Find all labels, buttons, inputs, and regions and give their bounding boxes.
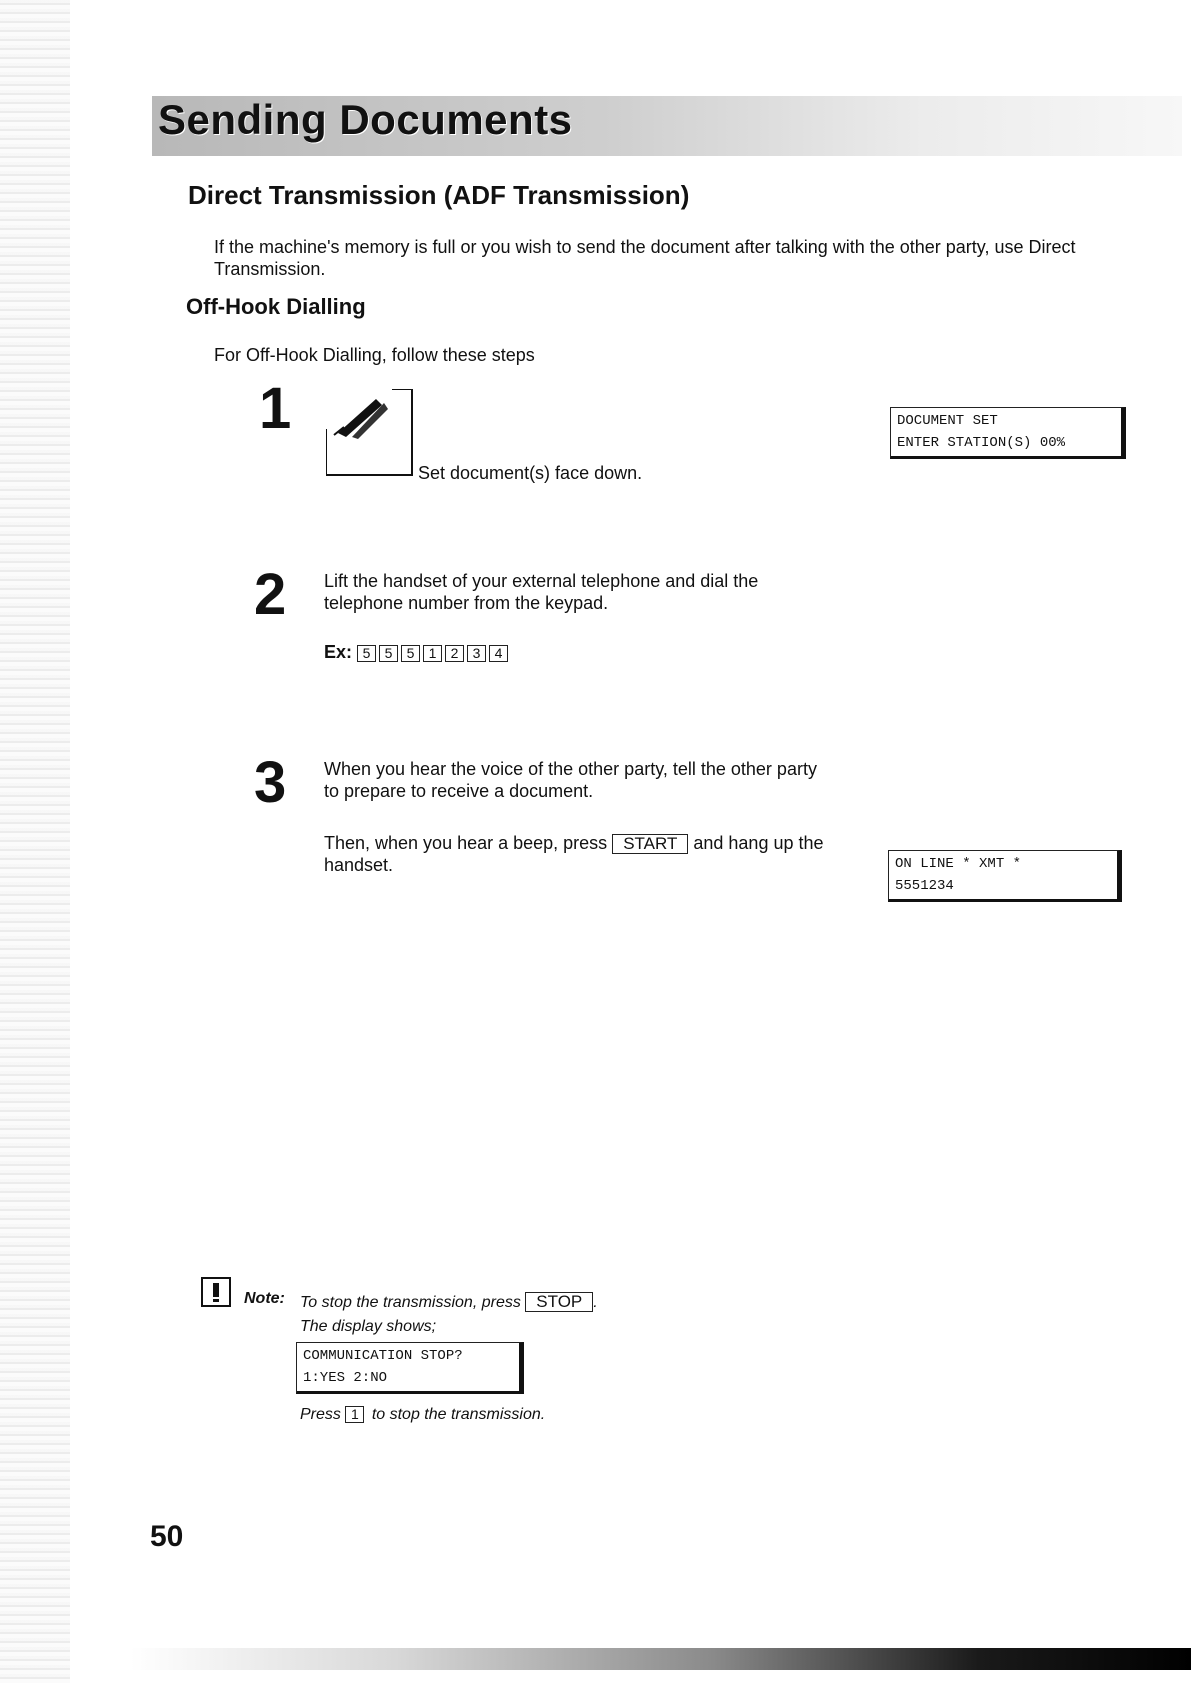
section-intro: If the machine's memory is full or you wish to send the document after talking with the other party, use Direct Transmission.	[214, 237, 1076, 279]
note-line-1	[300, 1292, 598, 1312]
note-line-3-suffix: to stop the transmission.	[371, 1406, 546, 1423]
step-3-then-suffix: and hang up the handset.	[324, 833, 824, 875]
start-key: START	[612, 834, 688, 854]
footer-bar	[130, 1648, 1191, 1670]
note-line-3	[300, 1406, 545, 1424]
note-icon	[201, 1277, 231, 1307]
page-number: 50	[150, 1520, 184, 1553]
step-3-then-prefix: Then, when you hear a beep, press	[324, 833, 608, 853]
key-5: 5	[379, 645, 398, 662]
subsection-title: Off-Hook Dialling	[186, 294, 366, 319]
note-line-1-suffix: .	[593, 1294, 598, 1311]
key-5: 5	[401, 645, 420, 662]
step-1-text: Set document(s) face down.	[418, 463, 643, 483]
key-3: 3	[467, 645, 486, 662]
key-1: 1	[423, 645, 442, 662]
keypad-example	[324, 642, 511, 663]
lcd-line-2: 5551234	[895, 878, 954, 894]
key-1: 1	[345, 1406, 364, 1423]
lcd-line-1: DOCUMENT SET	[897, 413, 998, 429]
lcd-line-2: 1:YES 2:NO	[303, 1370, 388, 1386]
lcd-display-step-1	[890, 407, 1126, 459]
note-line-2: The display shows;	[300, 1318, 437, 1335]
step-2-text: Lift the handset of your external telephone and dial the telephone number from the keypad.	[324, 571, 759, 613]
step-number-3: 3	[254, 750, 287, 815]
note-line-3-prefix: Press	[300, 1406, 341, 1423]
stop-key: STOP	[525, 1292, 593, 1312]
lcd-line-1: ON LINE * XMT *	[895, 856, 1022, 872]
lcd-line-1: COMMUNICATION STOP?	[303, 1348, 463, 1364]
section-title: Direct Transmission (ADF Transmission)	[188, 180, 690, 210]
lcd-display-step-3	[888, 850, 1122, 902]
key-5: 5	[357, 645, 376, 662]
subsection-lead: For Off-Hook Dialling, follow these steps	[214, 345, 535, 365]
page-spine-shadow	[0, 0, 70, 1683]
step-3-text: When you hear the voice of the other party, tell the other party to prepare to receive a document.	[324, 759, 817, 801]
key-2: 2	[445, 645, 464, 662]
note-line-1-prefix: To stop the transmission, press	[300, 1294, 521, 1311]
example-label: Ex:	[324, 642, 353, 662]
step-number-1: 1	[259, 376, 292, 441]
key-4: 4	[489, 645, 508, 662]
document-feed-icon	[326, 389, 414, 477]
lcd-line-2: ENTER STATION(S) 00%	[897, 435, 1066, 451]
step-3-then	[324, 832, 834, 876]
page-title: Sending Documents	[158, 96, 573, 143]
step-number-2: 2	[254, 562, 287, 627]
lcd-display-note	[296, 1342, 524, 1394]
note-label: Note:	[244, 1290, 285, 1307]
